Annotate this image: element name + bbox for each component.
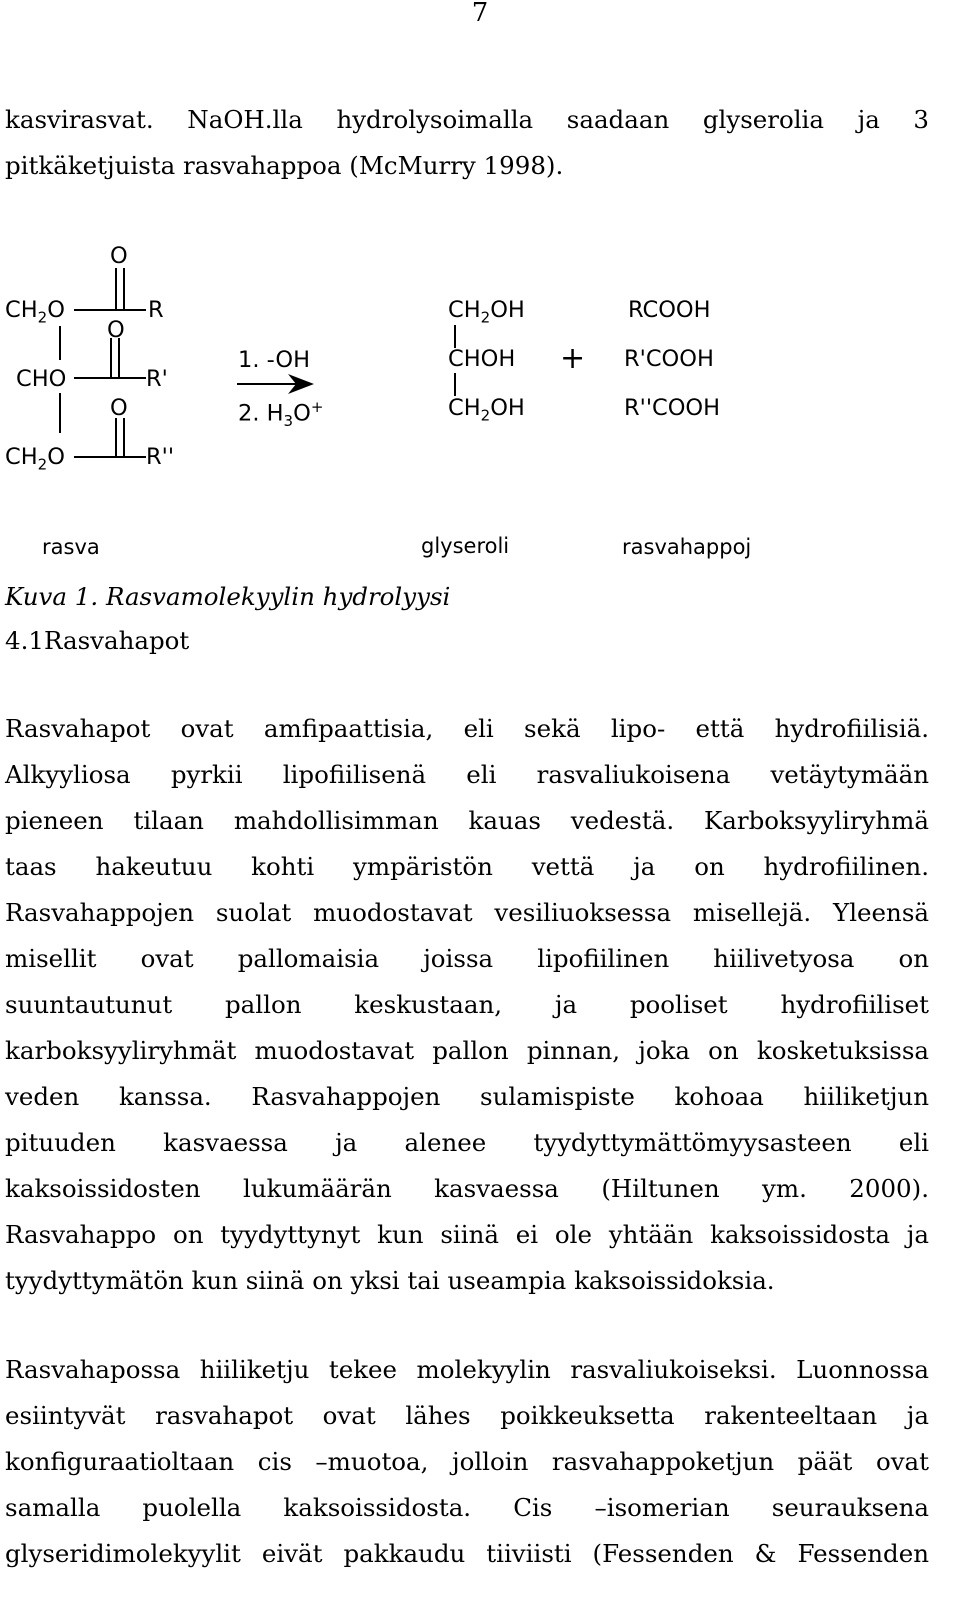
fat-ch2o-top: $CH_2O$	[5, 297, 65, 327]
reagent-hydronium: 2. $H_3O^+$	[238, 398, 324, 430]
text-line: esiintyvät rasvahapot ovat lähes poikkeuksetta rakenteeltaan ja	[5, 1401, 929, 1430]
fat-cho: CHO	[16, 366, 67, 392]
fatty-acid-2: R'COOH	[624, 346, 714, 372]
label-fat: rasva	[42, 535, 100, 559]
glycerol-ch2oh-top: $CH_2OH$	[448, 297, 525, 327]
fat-carbonyl-oxygen-1: O	[110, 243, 128, 269]
paragraph-1	[5, 706, 929, 1304]
text-line: samalla puolella kaksoissidosta. Cis –isomerian seurauksena	[5, 1493, 929, 1522]
glycerol-choh: CHOH	[448, 346, 516, 372]
label-fatty-acids: rasvahappoj	[622, 535, 752, 559]
page-number: 7	[471, 0, 489, 28]
text-line: Rasvahappojen suolat muodostavat vesiliuoksessa misellejä. Yleensä	[5, 898, 929, 927]
text-line: Rasvahapossa hiiliketju tekee molekyylin rasvaliukoiseksi. Luonnossa	[5, 1355, 929, 1384]
plus-sign: +	[560, 341, 586, 376]
text-line: pieneen tilaan mahdollisimman kauas vedestä. Karboksyyliryhmä	[5, 806, 929, 835]
text-line: Alkyyliosa pyrkii lipofiilisenä eli rasvaliukoisena vetäytymään	[5, 760, 929, 789]
label-glycerol: glyseroli	[421, 534, 510, 558]
text-line: Rasvahappo on tyydyttynyt kun siinä ei ole yhtään kaksoissidosta ja	[5, 1220, 929, 1249]
text-line: taas hakeutuu kohti ympäristön vettä ja on hydrofiilinen.	[5, 852, 929, 881]
text-line: veden kanssa. Rasvahappojen sulamispiste kohoaa hiiliketjun	[5, 1082, 929, 1111]
fat-carbonyl-oxygen-3: O	[110, 395, 128, 421]
text-line: karboksyyliryhmät muodostavat pallon pinnan, joka on kosketuksissa	[5, 1036, 929, 1065]
fat-r3: R''	[146, 444, 175, 470]
section-heading: 4.1Rasvahapot	[5, 626, 190, 655]
reagent-hydroxide: 1. -OH	[238, 347, 310, 373]
fat-carbonyl-oxygen-2: O	[107, 317, 125, 343]
text-line: Rasvahapot ovat amfipaattisia, eli sekä lipo- että hydrofiilisiä.	[5, 714, 929, 743]
text-line: tyydyttymätön kun siinä on yksi tai useampia kaksoissidoksia.	[5, 1266, 775, 1295]
fat-ch2o-bottom: $CH_2O$	[5, 444, 65, 474]
text-line: pitkäketjuista rasvahappoa (McMurry 1998).	[5, 151, 564, 180]
text-line: misellit ovat pallomaisia joissa lipofiilinen hiilivetyosa on	[5, 944, 929, 973]
figure-caption: Kuva 1. Rasvamolekyylin hydrolyysi	[5, 582, 451, 611]
text-line: pituuden kasvaessa ja alenee tyydyttymättömyysasteen eli	[5, 1128, 929, 1157]
text-line: suuntautunut pallon keskustaan, ja pooliset hydrofiiliset	[5, 990, 929, 1019]
text-line: glyseridimolekyylit eivät pakkaudu tiiviisti (Fessenden & Fessenden	[5, 1539, 929, 1568]
glycerol-ch2oh-bottom: $CH_2OH$	[448, 395, 525, 425]
fat-r1: R	[148, 297, 164, 323]
text-line: konfiguraatioltaan cis –muotoa, jolloin rasvahappoketjun päät ovat	[5, 1447, 929, 1476]
fatty-acid-1: RCOOH	[628, 297, 711, 323]
fatty-acid-3: R''COOH	[624, 395, 721, 421]
text-line: kaksoissidosten lukumäärän kasvaessa (Hiltunen ym. 2000).	[5, 1174, 929, 1203]
paragraph-2	[5, 1347, 929, 1577]
text-line: kasvirasvat. NaOH.lla hydrolysoimalla saadaan glyserolia ja 3	[5, 105, 929, 134]
fat-r2: R'	[146, 366, 168, 392]
intro-paragraph	[5, 97, 929, 189]
